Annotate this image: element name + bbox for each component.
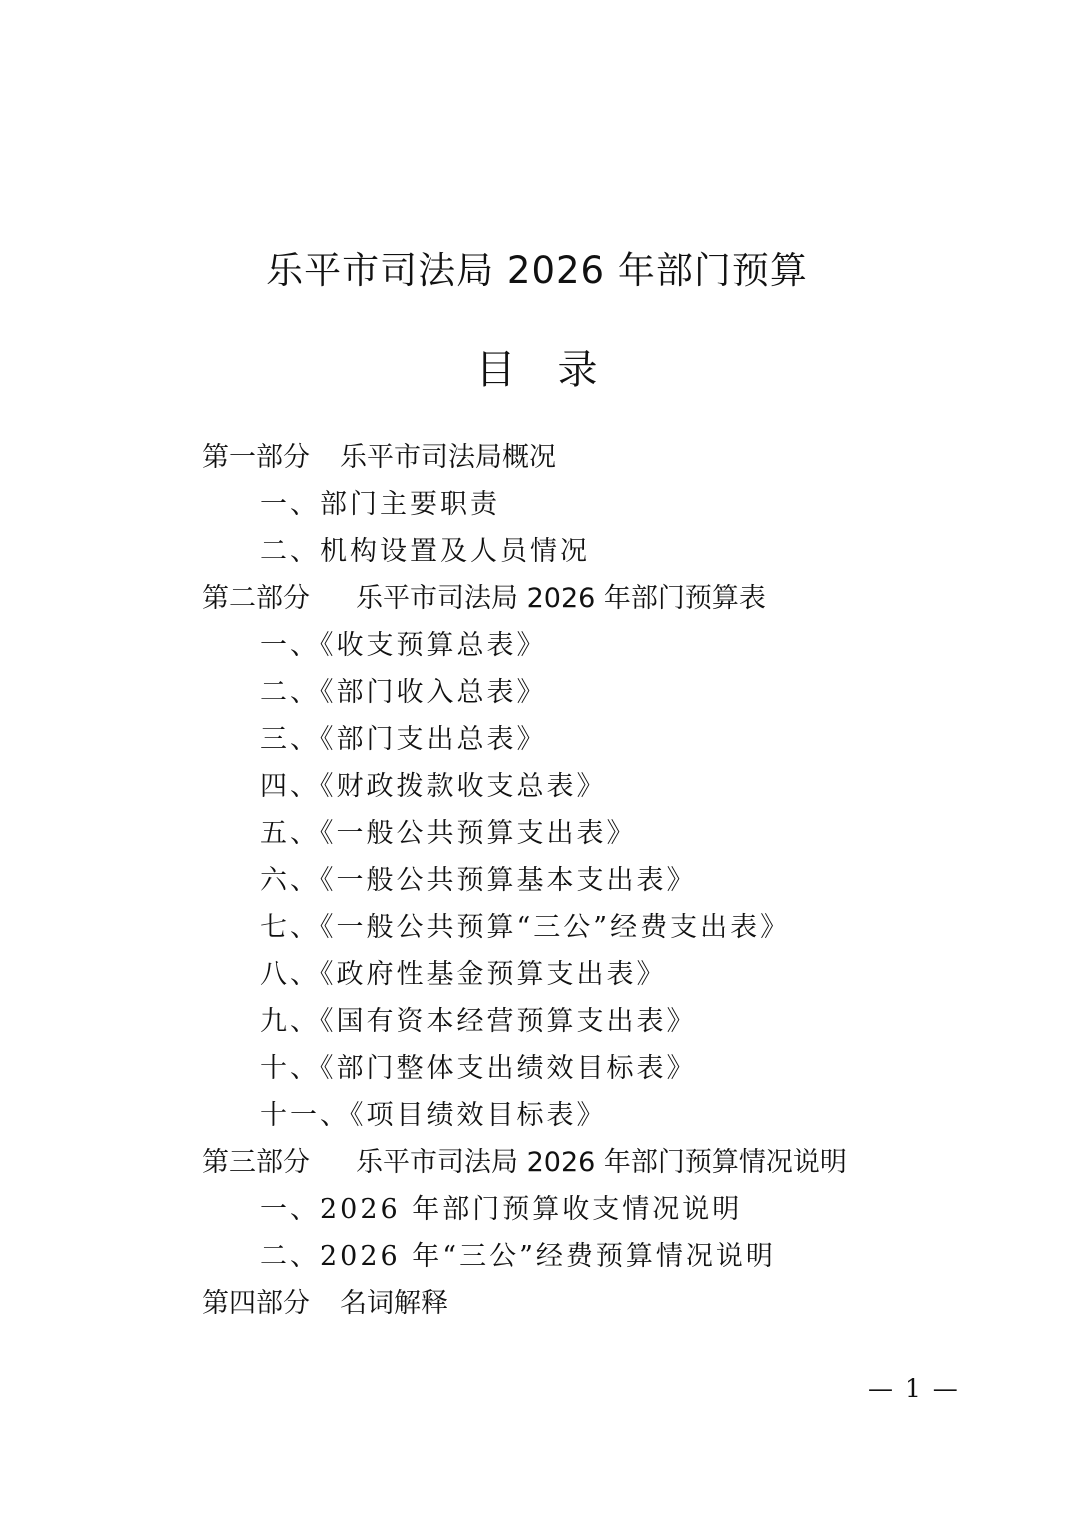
toc-item: 十、《部门整体支出绩效目标表》	[260, 1053, 697, 1084]
toc-part-title: 乐平市司法局 2026 年部门预算情况说明	[356, 1147, 847, 1178]
toc-item: 六、《一般公共预算基本支出表》	[260, 865, 697, 896]
toc-part-4	[0, 1280, 1074, 1327]
toc-part-label: 第二部分	[202, 583, 310, 614]
page-number: — 1 —	[868, 1374, 960, 1403]
toc-item: 七、《一般公共预算“三公”经费支出表》	[260, 912, 791, 943]
toc-part-title: 乐平市司法局 2026 年部门预算表	[356, 583, 766, 614]
toc-item: 一、部门主要职责	[260, 489, 500, 520]
toc-item: 十一、《项目绩效目标表》	[260, 1100, 607, 1131]
toc-item: 二、《部门收入总表》	[260, 677, 547, 708]
table-of-contents	[0, 434, 1074, 1327]
toc-item: 三、《部门支出总表》	[260, 724, 547, 755]
document-title: 乐平市司法局 2026 年部门预算	[266, 249, 808, 292]
toc-item: 一、2026 年部门预算收支情况说明	[260, 1194, 743, 1225]
toc-part-2	[0, 575, 1074, 622]
toc-item: 五、《一般公共预算支出表》	[260, 818, 637, 849]
toc-heading: 目 录	[475, 347, 599, 393]
toc-part-label: 第一部分	[202, 442, 310, 473]
toc-item: 八、《政府性基金预算支出表》	[260, 959, 667, 990]
toc-part-label: 第三部分	[202, 1147, 310, 1178]
toc-part-1	[0, 434, 1074, 481]
toc-part-3	[0, 1139, 1074, 1186]
toc-item: 四、《财政拨款收支总表》	[260, 771, 607, 802]
toc-part-title: 乐平市司法局概况	[340, 442, 556, 473]
toc-part-label: 第四部分	[202, 1288, 310, 1319]
toc-item: 九、《国有资本经营预算支出表》	[260, 1006, 697, 1037]
toc-item: 二、机构设置及人员情况	[260, 536, 590, 567]
toc-item: 二、2026 年“三公”经费预算情况说明	[260, 1241, 776, 1272]
toc-item: 一、《收支预算总表》	[260, 630, 547, 661]
toc-part-title: 名词解释	[340, 1288, 448, 1319]
